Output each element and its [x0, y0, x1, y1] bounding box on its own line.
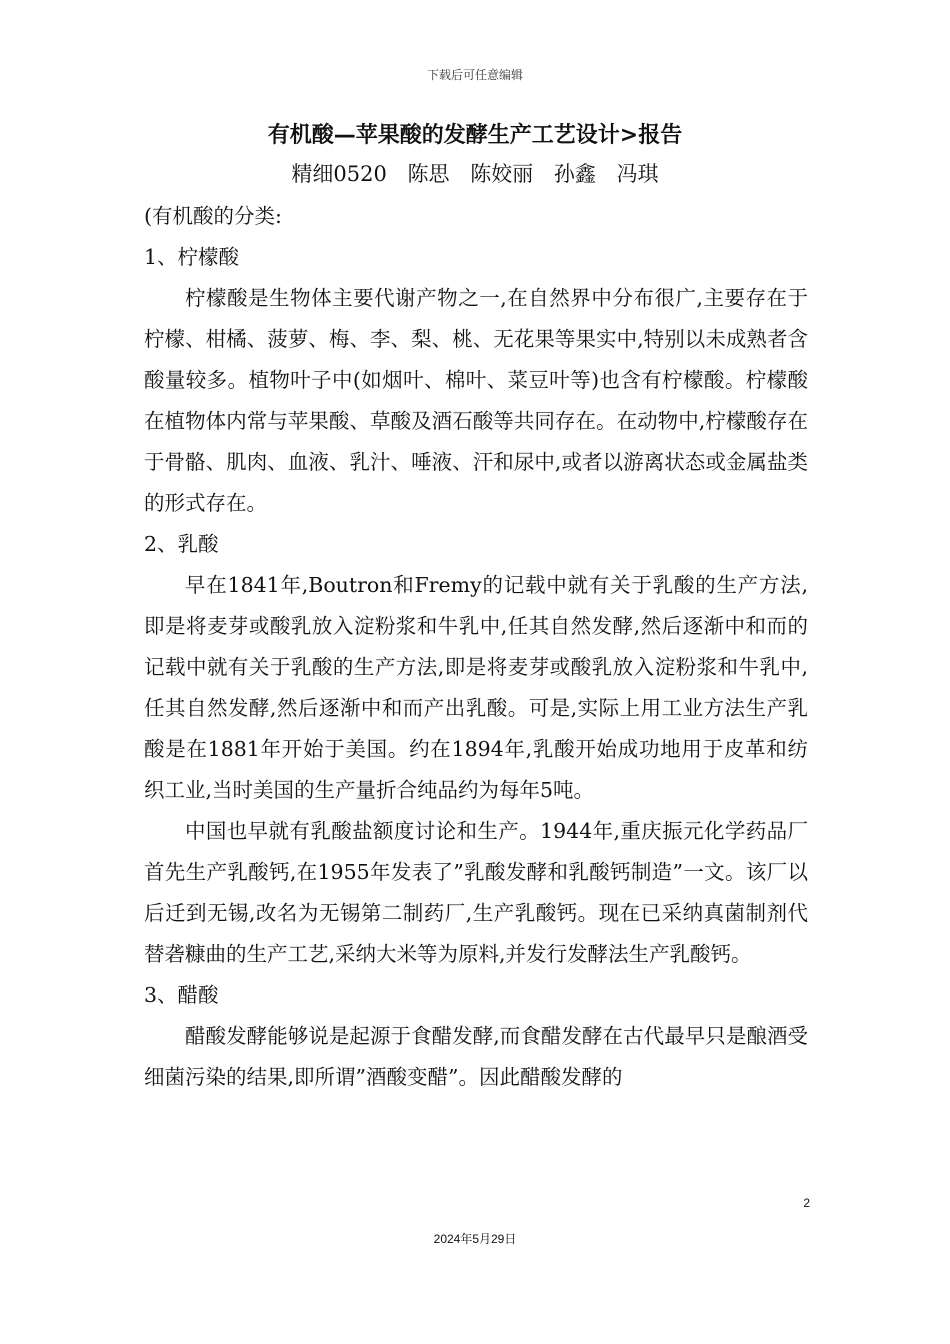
header-note: 下载后可任意编辑 — [426, 68, 523, 82]
section-heading-lactic-acid: 2、乳酸 — [144, 532, 219, 556]
section-intro: (有机酸的分类: — [144, 204, 282, 228]
paragraph-citric-acid: 柠檬酸是生物体主要代谢产物之一,在自然界中分布很广,主要存在于柠檬、柑橘、菠萝、梅、李、梨、桃、无花果等果实中,特别以未成熟者含酸量较多。植物叶子中(如烟叶、棉叶、菜豆叶等)也含有柠檬酸。柠檬酸在植物体内常与苹果酸、草酸及酒石酸等共同存在。在动物中,柠檬酸存在于骨骼、肌肉、血液、乳汁、唾液、汗和尿中,或者以游离状态或金属盐类的形式存在。 — [144, 286, 808, 515]
paragraph-acetic-acid: 醋酸发酵能够说是起源于食醋发酵,而食醋发酵在古代最早只是酿酒受细菌污染的结果,即所谓”酒酸变醋”。因此醋酸发酵的 — [144, 1024, 808, 1089]
page-number: 2 — [803, 1196, 810, 1210]
paragraph-lactic-acid-history: 早在1841年,Boutron和Fremy的记载中就有关于乳酸的生产方法,即是将麦芽或酸乳放入淀粉浆和牛乳中,任其自然发酵,然后逐渐中和而的记载中就有关于乳酸的生产方法,即是将麦芽或酸乳放入淀粉浆和牛乳中,任其自然发酵,然后逐渐中和而产出乳酸。可是,实际上用工业方法生产乳酸是在1881年开始于美国。约在1894年,乳酸开始成功地用于皮革和纺织工业,当时美国的生产量折合纯品约为每年5吨。 — [144, 573, 808, 802]
paragraph-lactic-acid-china: 中国也早就有乳酸盐额度讨论和生产。1944年,重庆振元化学药品厂首先生产乳酸钙,在1955年发表了”乳酸发酵和乳酸钙制造”一文。该厂以后迁到无锡,改名为无锡第二制药厂,生产乳酸钙。现在已采纳真菌制剂代替砻糠曲的生产工艺,采纳大米等为原料,并发行发酵法生产乳酸钙。 — [144, 819, 808, 966]
footer-date: 2024年5月29日 — [433, 1232, 517, 1246]
section-heading-acetic-acid: 3、醋酸 — [144, 983, 219, 1007]
document-title: 有机酸—苹果酸的发酵生产工艺设计>报告 — [267, 123, 683, 148]
document-body — [144, 196, 808, 1098]
section-heading-citric-acid: 1、柠檬酸 — [144, 245, 240, 269]
author-line: 精细0520 陈思 陈姣丽 孙鑫 冯琪 — [291, 162, 659, 186]
